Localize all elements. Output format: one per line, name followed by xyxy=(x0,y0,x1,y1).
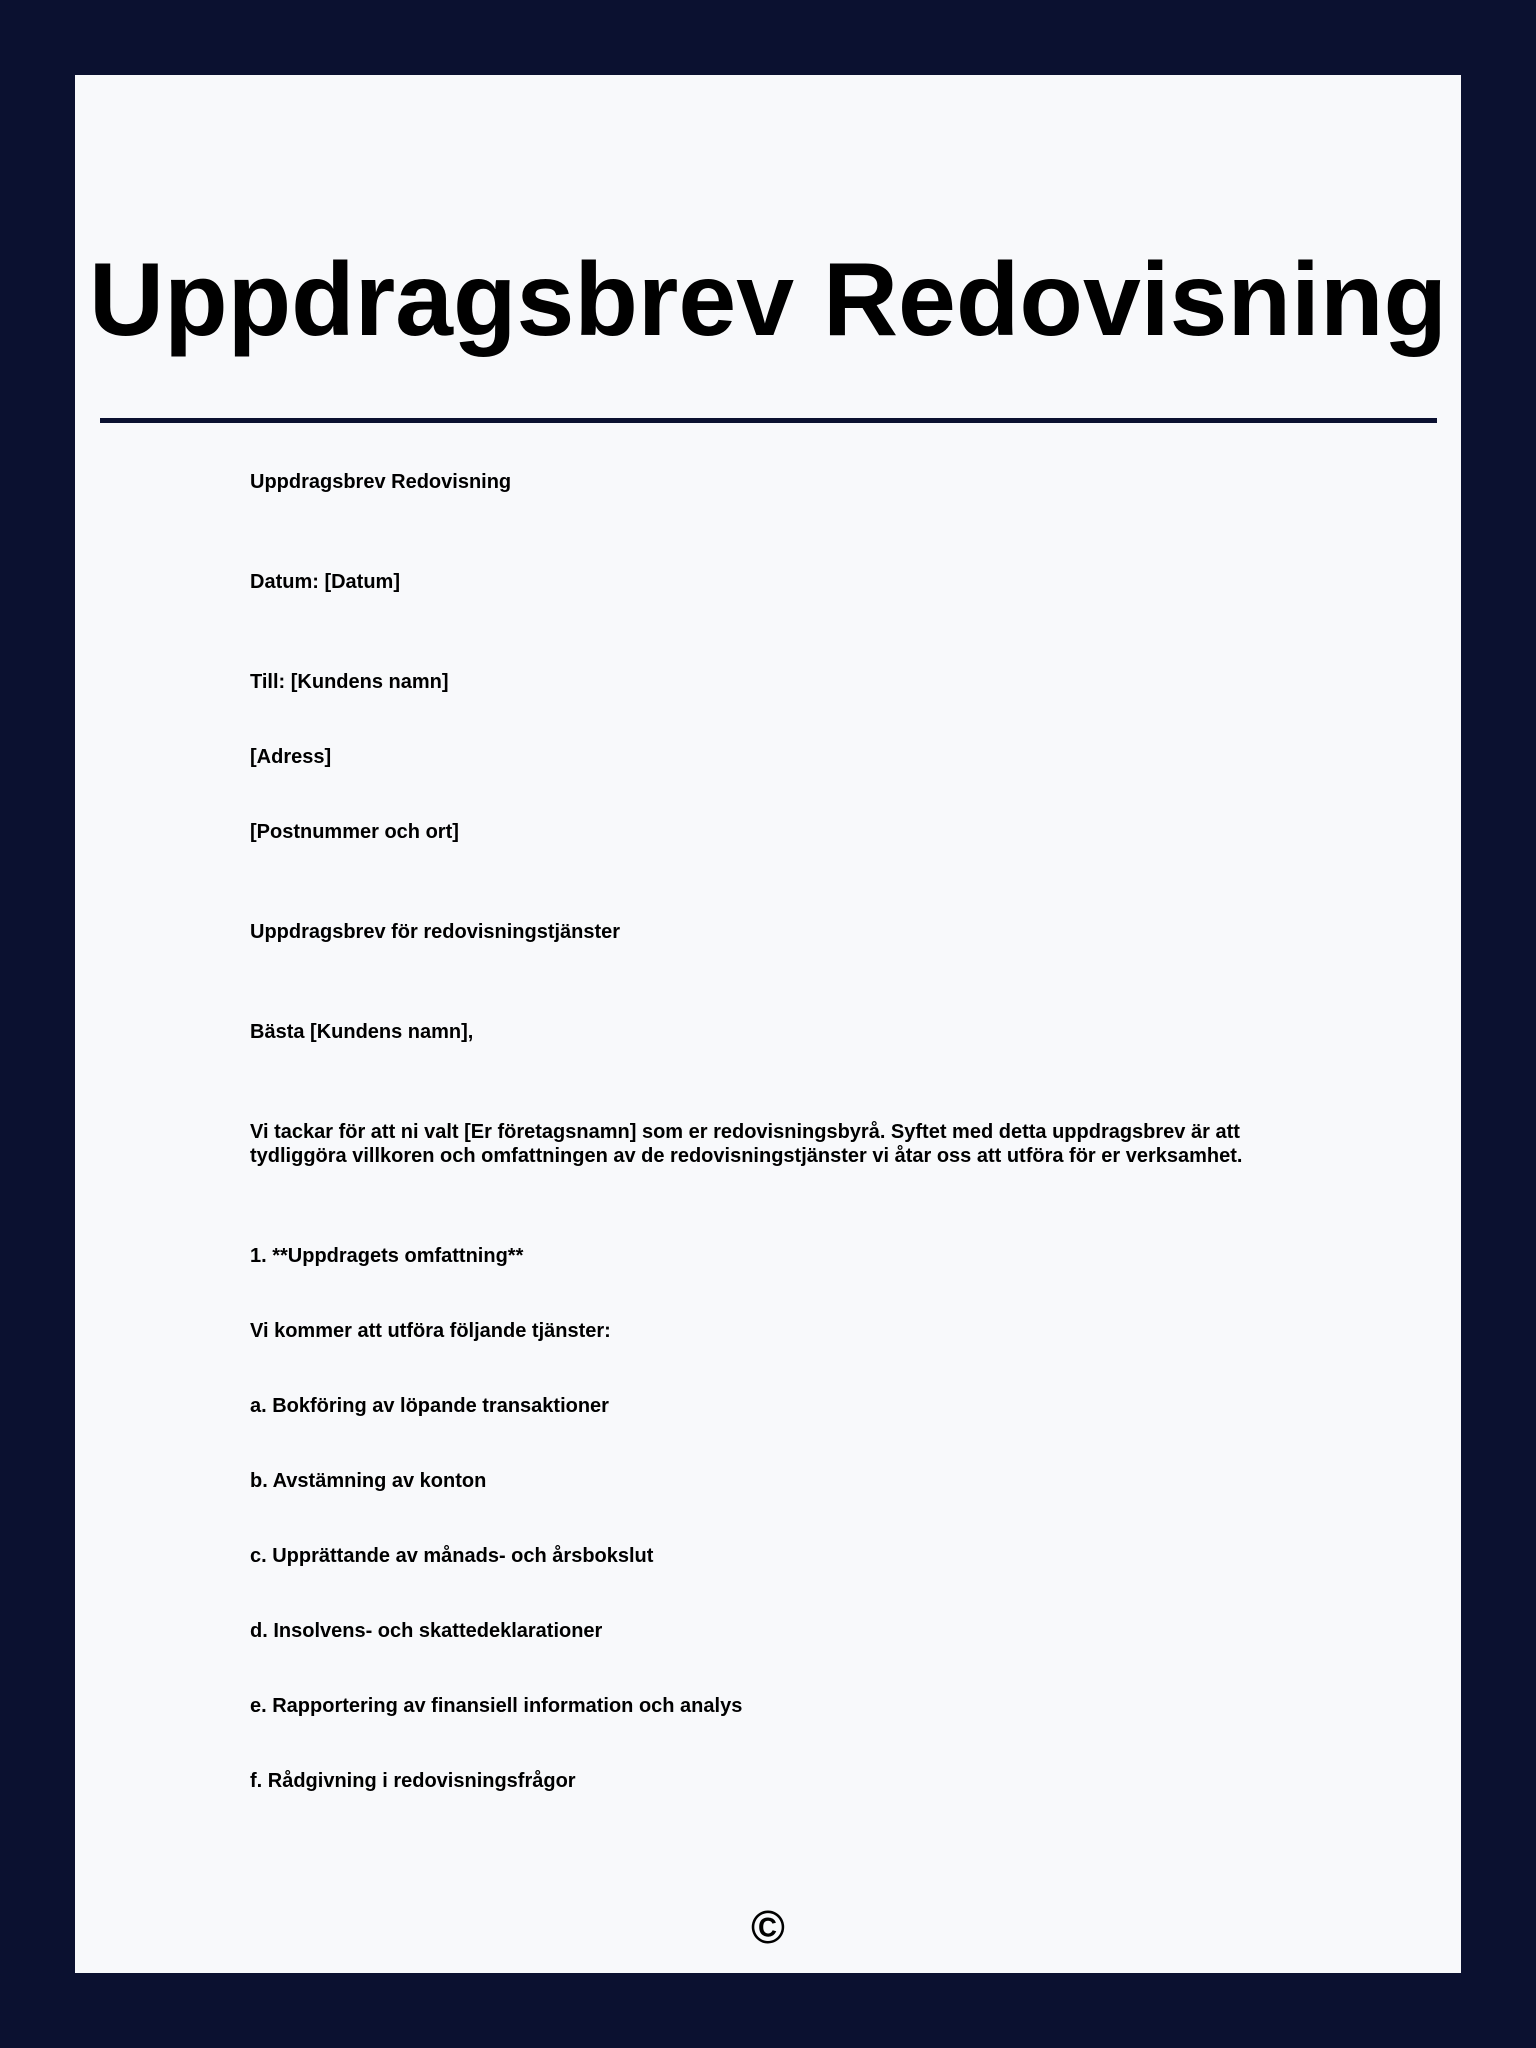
title-divider xyxy=(100,418,1437,423)
list-item: c. Upprättande av månads- och årsbokslut xyxy=(250,1545,654,1567)
list-item: b. Avstämning av konton xyxy=(250,1470,487,1492)
document-page xyxy=(75,75,1461,1973)
list-item: a. Bokföring av löpande transaktioner xyxy=(250,1395,609,1417)
section-lead: Vi kommer att utföra följande tjänster: xyxy=(250,1320,611,1342)
letter-date: Datum: [Datum] xyxy=(250,571,400,593)
letter-intro: Vi tackar för att ni valt [Er företagsnamn] som er redovisningsbyrå. Syftet med detta uppdragsbrev är att tydliggöra villkoren och omfattningen av de redovisningstjänster vi åtar oss att utföra för er verksamhet. xyxy=(250,1121,1243,1167)
list-item: e. Rapportering av finansiell information och analys xyxy=(250,1695,743,1717)
letter-subject: Uppdragsbrev för redovisningstjänster xyxy=(250,921,621,943)
copyright-icon: © xyxy=(751,1901,785,1953)
letter-body xyxy=(250,470,1286,1793)
recipient-name: Till: [Kundens namn] xyxy=(250,671,449,693)
list-item: d. Insolvens- och skattedeklarationer xyxy=(250,1620,603,1642)
recipient-address: [Adress] xyxy=(250,746,332,768)
letter-salutation: Bästa [Kundens namn], xyxy=(250,1021,474,1043)
page-title: Uppdragsbrev Redovisning xyxy=(89,242,1447,358)
letter-heading: Uppdragsbrev Redovisning xyxy=(250,471,512,493)
recipient-postal: [Postnummer och ort] xyxy=(250,821,459,843)
list-item: f. Rådgivning i redovisningsfrågor xyxy=(250,1770,576,1792)
section-heading: 1. **Uppdragets omfattning** xyxy=(250,1245,524,1267)
